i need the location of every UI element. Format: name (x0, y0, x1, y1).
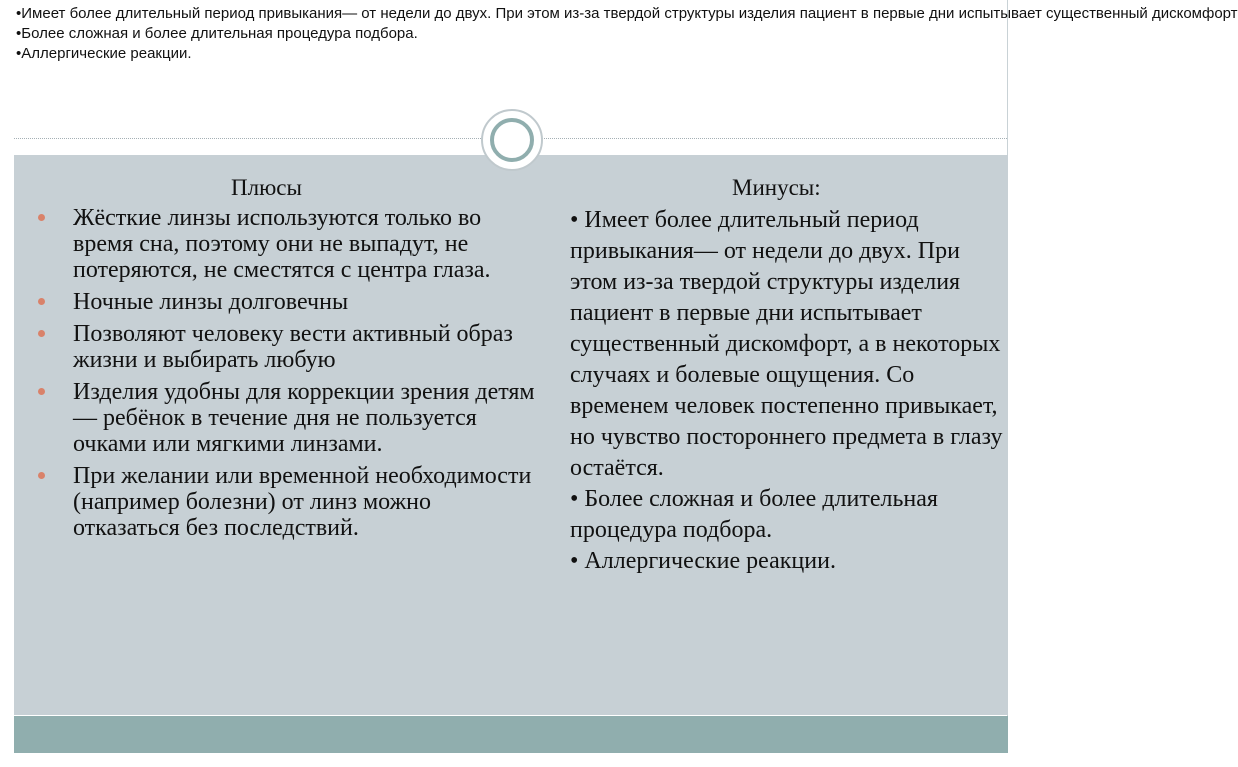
list-item-text: Ночные линзы долговечны (73, 289, 349, 315)
list-item (36, 205, 536, 283)
top-note-line: •Аллергические реакции. (16, 45, 192, 62)
list-item-text: Изделия удобны для коррекции зрения детям — ребёнок в течение дня не пользуется очками или мягкими линзами. (73, 379, 535, 457)
cons-text (570, 205, 1010, 577)
bullet-dot-icon (38, 472, 45, 479)
footer-band (14, 716, 1008, 753)
cons-column (570, 175, 1010, 577)
ring-icon (490, 118, 534, 162)
top-notes (16, 4, 1238, 64)
pros-heading: Плюсы (231, 175, 302, 200)
cons-paragraph: • Аллергические реакции. (570, 548, 836, 574)
bullet-dot-icon (38, 330, 45, 337)
pros-column (36, 175, 536, 547)
bullet-dot-icon (38, 298, 45, 305)
list-item-text: При желании или временной необходимости (например болезни) от линз можно отказаться без последствий. (73, 463, 532, 541)
cons-heading: Минусы: (732, 175, 821, 200)
pros-list (36, 205, 536, 541)
circle-ornament-icon (481, 109, 543, 171)
top-note-line: •Имеет более длительный период привыкания— от недели до двух. При этом из-за твердой структуры изделия пациент в первые дни испытывает существенный дискомфорт (16, 5, 1238, 22)
list-item (36, 289, 536, 315)
bullet-dot-icon (38, 388, 45, 395)
list-item-text: Жёсткие линзы используются только во время сна, поэтому они не выпадут, не потеряются, не сместятся с центра глаза. (73, 205, 491, 283)
cons-paragraph: • Более сложная и более длительная процедура подбора. (570, 486, 938, 543)
list-item (36, 321, 536, 373)
cons-paragraph: • Имеет более длительный период привыкания— от недели до двух. При этом из-за твердой структуры изделия пациент в первые дни испытывает существенный дискомфорт, а в некоторых случаях и болевые ощущения. Со временем человек постепенно привыкает, но чувство постороннего предмета в глазу остаётся. (570, 207, 1003, 481)
top-note-line: •Более сложная и более длительная процедура подбора. (16, 25, 418, 42)
bullet-dot-icon (38, 214, 45, 221)
list-item-text: Позволяют человеку вести активный образ жизни и выбирать любую (73, 321, 513, 373)
list-item (36, 463, 536, 541)
list-item (36, 379, 536, 457)
